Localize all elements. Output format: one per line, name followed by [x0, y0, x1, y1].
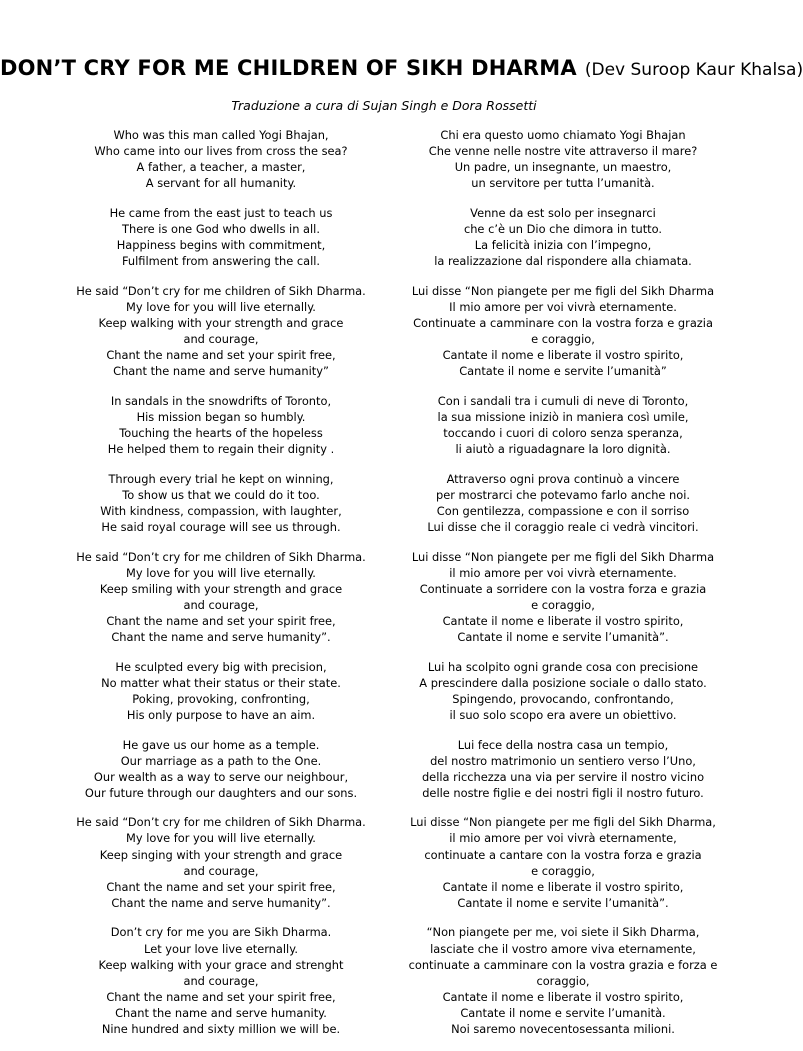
verse-line: Chant the name and serve humanity”	[113, 364, 329, 379]
verse-line: continuate a cantare con la vostra forza e grazia	[424, 847, 702, 862]
verse-line: Cantate il nome e servite l’umanità”.	[457, 630, 669, 645]
verse-line: Keep singing with your strength and grace	[99, 847, 343, 862]
verse-line: un servitore per tutta l’umanità.	[471, 176, 655, 191]
italian-stanza	[394, 127, 732, 191]
verse-line: Let your love live eternally.	[144, 941, 298, 956]
verse-line: Cantate il nome e liberate il vostro spirito,	[442, 989, 684, 1004]
verse-line: che c’è un Dio che dimora in tutto.	[463, 221, 663, 236]
verse-line: Don’t cry for me you are Sikh Dharma.	[110, 925, 332, 940]
english-stanza	[52, 549, 390, 646]
verse-line: In sandals in the snowdrifts of Toronto,	[110, 393, 332, 408]
verse-line: His only purpose to have an aim.	[126, 707, 316, 722]
verse-line: Venne da est solo per insegnarci	[470, 205, 656, 220]
verse-line: Cantate il nome e liberate il vostro spirito,	[442, 879, 684, 894]
verse-line: della ricchezza una via per servire il nostro vicino	[421, 769, 705, 784]
verse-line: To show us that we could do it too.	[122, 487, 320, 502]
verse-line: Cantate il nome e servite l’umanità”.	[457, 895, 669, 910]
verse-line: coraggio,	[536, 973, 590, 988]
verse-line: il suo solo scopo era avere un obiettivo.	[449, 707, 677, 722]
verse-line: A servant for all humanity.	[145, 176, 297, 191]
verse-line: e coraggio,	[531, 332, 595, 347]
verse-line: and courage,	[183, 597, 259, 612]
verse-line: continuate a camminare con la vostra grazia e forza e	[408, 957, 718, 972]
italian-stanza	[394, 549, 732, 646]
verse-line: Lui ha scolpito ogni grande cosa con precisione	[427, 659, 699, 674]
italian-stanza	[394, 814, 732, 911]
english-stanza	[52, 737, 390, 801]
verse-line: Spingendo, provocando, confrontando,	[452, 691, 674, 706]
verse-line: Chant the name and serve humanity.	[115, 1005, 327, 1020]
stanza-row	[52, 393, 732, 457]
verse-line: Fulfilment from answering the call.	[121, 254, 321, 269]
verse-line: and courage,	[183, 332, 259, 347]
italian-stanza	[394, 393, 732, 457]
verse-line: Lui fece della nostra casa un tempio,	[457, 737, 669, 752]
verse-line: He came from the east just to teach us	[109, 205, 333, 220]
verse-line: Keep walking with your grace and strenght	[98, 957, 344, 972]
title-row	[0, 56, 803, 80]
stanza-row	[52, 283, 732, 380]
verse-line: e coraggio,	[531, 863, 595, 878]
stanza-row	[52, 205, 732, 269]
verse-line: Cantate il nome e liberate il vostro spirito,	[442, 348, 684, 363]
verse-line: A father, a teacher, a master,	[136, 160, 306, 175]
verse-line: He helped them to regain their dignity .	[107, 442, 335, 457]
stanza-row	[52, 549, 732, 646]
verse-line: There is one God who dwells in all.	[122, 221, 320, 236]
verse-line: Chant the name and set your spirit free,	[106, 613, 336, 628]
italian-stanza	[394, 283, 732, 380]
verse-line: Nine hundred and sixty million we will be.	[101, 1022, 341, 1036]
verse-line: Lui disse che il coraggio reale ci vedrà vincitori.	[427, 519, 699, 534]
verse-line: Continuate a camminare con la vostra forza e grazia	[413, 315, 713, 330]
stanza-row	[52, 924, 732, 1037]
verse-line: e coraggio,	[531, 597, 595, 612]
english-stanza	[52, 471, 390, 535]
italian-stanza	[394, 737, 732, 801]
verse-line: Chant the name and serve humanity”.	[111, 630, 331, 645]
verse-line: A prescindere dalla posizione sociale o dallo stato.	[419, 675, 707, 690]
verse-line: la sua missione iniziò in maniera così umile,	[437, 409, 689, 424]
author-credit: (Dev Suroop Kaur Khalsa)	[584, 60, 803, 80]
verse-line: Lui disse “Non piangete per me figli del Sikh Dharma	[411, 549, 715, 564]
verse-line: il mio amore per voi vivrà eternamente.	[449, 565, 677, 580]
verse-line: and courage,	[183, 863, 259, 878]
italian-stanza	[394, 205, 732, 269]
verse-line: Cantate il nome e liberate il vostro spirito,	[442, 613, 684, 628]
verse-line: Cantate il nome e servite l’umanità.	[460, 1005, 666, 1020]
bilingual-poem	[52, 127, 732, 1051]
verse-line: Chant the name and serve humanity”.	[111, 895, 331, 910]
verse-line: With kindness, compassion, with laughter,	[100, 503, 342, 518]
verse-line: Our wealth as a way to serve our neighbour,	[93, 769, 349, 784]
verse-line: No matter what their status or their state.	[101, 675, 341, 690]
italian-stanza	[394, 659, 732, 723]
verse-line: He said “Don’t cry for me children of Sikh Dharma.	[76, 549, 366, 564]
verse-line: Chant the name and set your spirit free,	[106, 879, 336, 894]
verse-line: Lui disse “Non piangete per me figli del Sikh Dharma,	[410, 815, 716, 830]
verse-line: li aiutò a riguadagnare la loro dignità.	[455, 442, 671, 457]
verse-line: Lui disse “Non piangete per me figli del Sikh Dharma	[411, 283, 715, 298]
verse-line: Our future through our daughters and our sons.	[84, 785, 358, 800]
english-stanza	[52, 659, 390, 723]
verse-line: La felicità inizia con l’impegno,	[474, 238, 652, 253]
english-stanza	[52, 127, 390, 191]
english-stanza	[52, 283, 390, 380]
verse-line: Chant the name and set your spirit free,	[106, 348, 336, 363]
verse-line: Through every trial he kept on winning,	[108, 471, 334, 486]
verse-line: He said “Don’t cry for me children of Sikh Dharma.	[76, 815, 366, 830]
verse-line: il mio amore per voi vivrà eternamente,	[449, 831, 677, 846]
verse-line: Our marriage as a path to the One.	[120, 753, 322, 768]
stanza-row	[52, 471, 732, 535]
verse-line: Chant the name and set your spirit free,	[106, 989, 336, 1004]
italian-stanza	[394, 924, 732, 1037]
verse-line: Touching the hearts of the hopeless	[119, 426, 323, 440]
verse-line: Chi era questo uomo chiamato Yogi Bhajan	[440, 128, 686, 142]
verse-line: Il mio amore per voi vivrà eternamente.	[449, 299, 677, 314]
verse-line: toccando i cuori di coloro senza speranza,	[443, 426, 683, 440]
verse-line: la realizzazione dal rispondere alla chiamata.	[434, 254, 692, 269]
verse-line: Noi saremo novecentosessanta milioni.	[451, 1022, 675, 1036]
verse-line: Con gentilezza, compassione e con il sorriso	[436, 503, 690, 518]
page-title: DON’T CRY FOR ME CHILDREN OF SIKH DHARMA	[0, 56, 577, 80]
verse-line: My love for you will live eternally.	[126, 299, 316, 314]
stanza-row	[52, 659, 732, 723]
verse-line: He gave us our home as a temple.	[122, 737, 320, 752]
stanza-row	[52, 814, 732, 911]
verse-line: Continuate a sorridere con la vostra forza e grazia	[419, 581, 707, 596]
verse-line: Attraverso ogni prova continuò a vincere	[446, 471, 680, 486]
verse-line: He said “Don’t cry for me children of Sikh Dharma.	[76, 283, 366, 298]
english-stanza	[52, 814, 390, 911]
english-stanza	[52, 393, 390, 457]
verse-line: Who came into our lives from cross the sea?	[94, 144, 348, 159]
english-stanza	[52, 205, 390, 269]
verse-line: Poking, provoking, confronting,	[132, 691, 310, 706]
verse-line: Who was this man called Yogi Bhajan,	[113, 128, 329, 142]
verse-line: Cantate il nome e servite l’umanità”	[459, 364, 667, 379]
verse-line: Keep smiling with your strength and grace	[99, 581, 343, 596]
verse-line: He said royal courage will see us through.	[101, 519, 341, 534]
verse-line: Con i sandali tra i cumuli di neve di Toronto,	[437, 393, 689, 408]
english-stanza	[52, 924, 390, 1037]
verse-line: Happiness begins with commitment,	[116, 238, 326, 253]
verse-line: Che venne nelle nostre vite attraverso il mare?	[428, 144, 698, 159]
verse-line: delle nostre figlie e dei nostri figli il nostro futuro.	[422, 785, 704, 800]
verse-line: He sculpted every big with precision,	[115, 659, 327, 674]
verse-line: My love for you will live eternally.	[126, 565, 316, 580]
verse-line: Keep walking with your strength and grace	[98, 315, 344, 330]
verse-line: del nostro matrimonio un sentiero verso l’Uno,	[430, 753, 696, 768]
verse-line: His mission began so humbly.	[136, 409, 306, 424]
verse-line: and courage,	[183, 973, 259, 988]
verse-line: My love for you will live eternally.	[126, 831, 316, 846]
stanza-row	[52, 127, 732, 191]
stanza-row	[52, 737, 732, 801]
verse-line: Un padre, un insegnante, un maestro,	[454, 160, 672, 175]
verse-line: “Non piangete per me, voi siete il Sikh Dharma,	[426, 925, 700, 940]
verse-line: lasciate che il vostro amore viva eternamente,	[430, 941, 696, 956]
verse-line: per mostrarci che potevamo farlo anche noi.	[435, 487, 691, 502]
italian-stanza	[394, 471, 732, 535]
translation-credit: Traduzione a cura di Sujan Singh e Dora Rossetti	[231, 98, 537, 113]
